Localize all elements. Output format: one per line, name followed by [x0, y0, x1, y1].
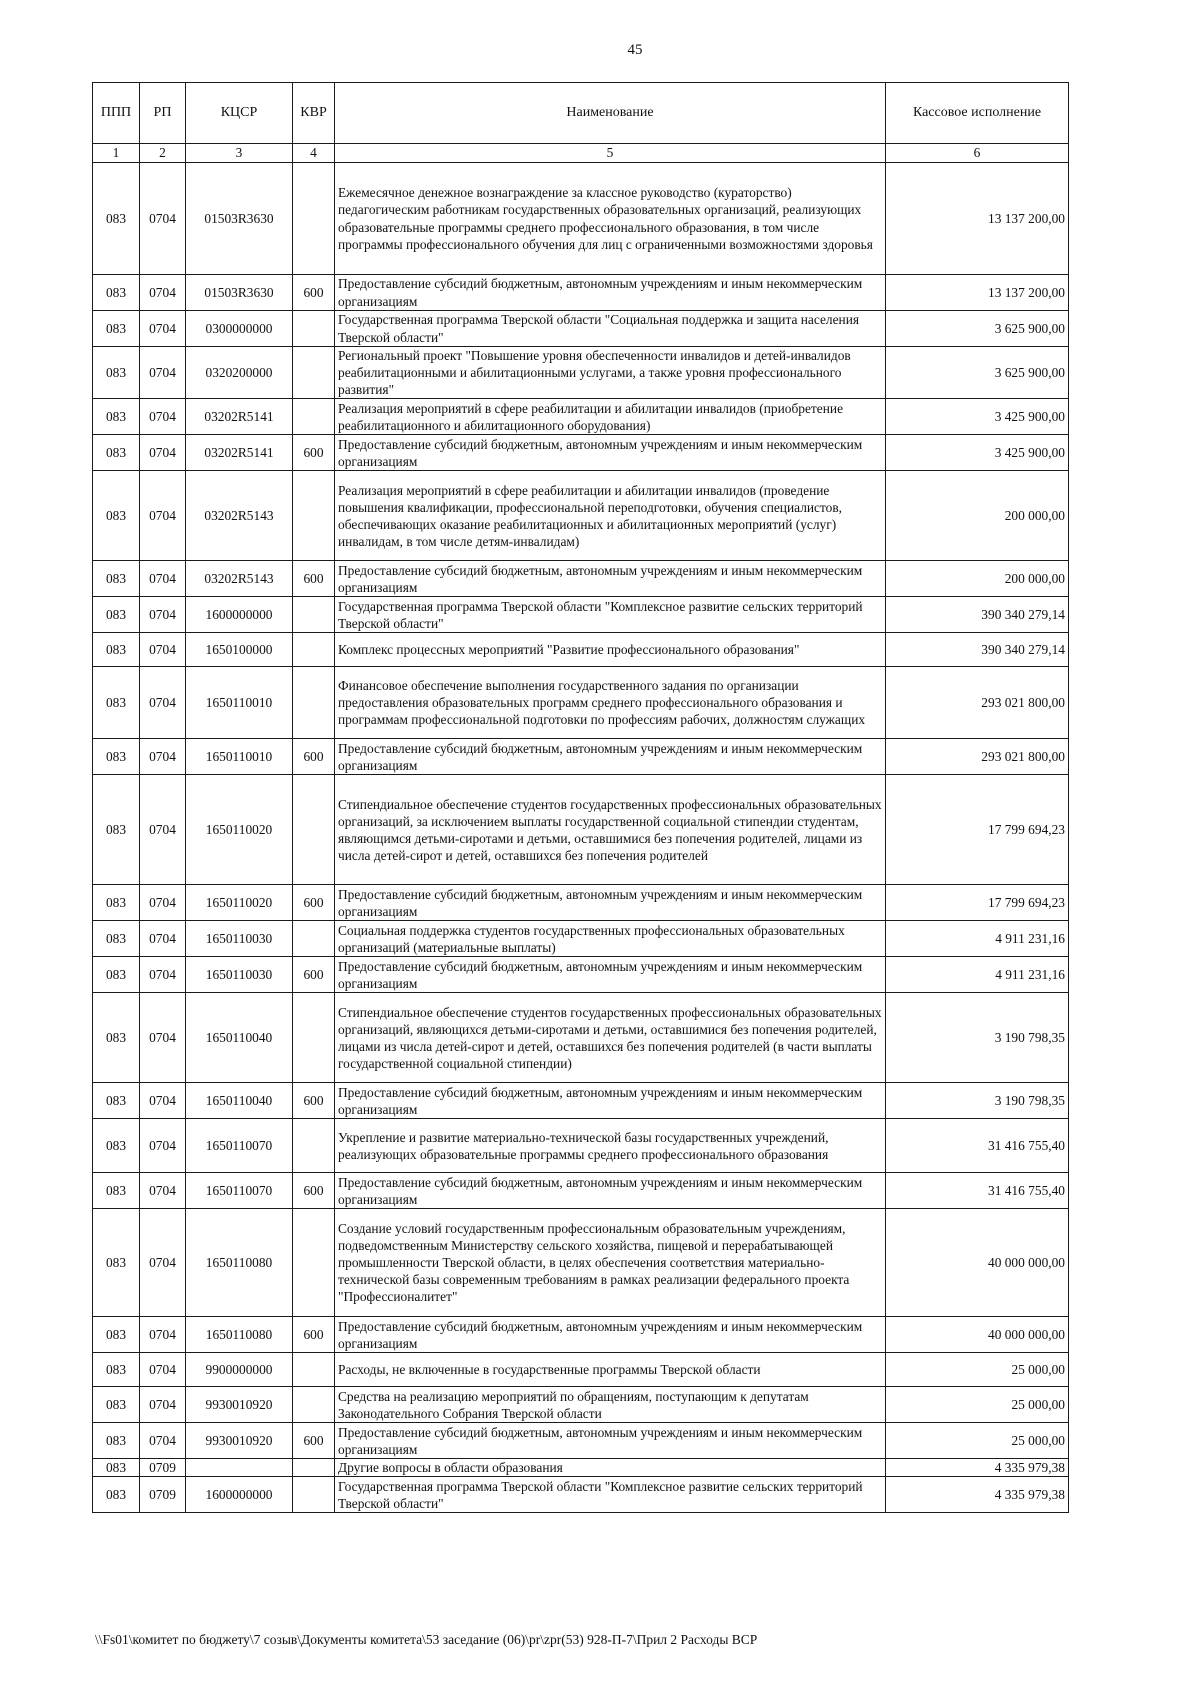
- cell-amount: 390 340 279,14: [886, 633, 1069, 667]
- cell-kcsr: 1650110030: [186, 921, 293, 957]
- cell-amount: 3 425 900,00: [886, 435, 1069, 471]
- cell-ppp: 083: [93, 667, 140, 739]
- cell-ppp: 083: [93, 399, 140, 435]
- cell-amount: 40 000 000,00: [886, 1317, 1069, 1353]
- cell-kvr: [293, 993, 335, 1083]
- cell-amount: 31 416 755,40: [886, 1173, 1069, 1209]
- cell-amount: 13 137 200,00: [886, 163, 1069, 275]
- cell-amount: 3 425 900,00: [886, 399, 1069, 435]
- cell-kvr: [293, 667, 335, 739]
- cell-kvr: 600: [293, 1423, 335, 1459]
- header-name: Наименование: [335, 83, 886, 144]
- cell-kvr: [293, 597, 335, 633]
- table-row: [93, 1317, 1069, 1353]
- cell-amount: 17 799 694,23: [886, 775, 1069, 885]
- cell-name: Средства на реализацию мероприятий по обращениям, поступающим к депутатам Законодательного Собрания Тверской области: [335, 1387, 886, 1423]
- cell-name: Предоставление субсидий бюджетным, автономным учреждениям и иным некоммерческим организациям: [335, 885, 886, 921]
- cell-name: Реализация мероприятий в сфере реабилитации и абилитации инвалидов (проведение повышения квалификации, профессиональной переподготовки, обучения специалистов, обеспечивающих оказание реабилитационных и абилитационных мероприятий (услуг) инвалидам, в том числе детям-инвалидам): [335, 471, 886, 561]
- cell-name: Предоставление субсидий бюджетным, автономным учреждениям и иным некоммерческим организациям: [335, 1423, 886, 1459]
- column-number: 2: [140, 144, 186, 163]
- cell-kvr: [293, 633, 335, 667]
- cell-kcsr: 1650110080: [186, 1317, 293, 1353]
- cell-amount: 200 000,00: [886, 471, 1069, 561]
- table-row: [93, 597, 1069, 633]
- header-row: [93, 83, 1069, 144]
- cell-ppp: 083: [93, 775, 140, 885]
- table-row: [93, 435, 1069, 471]
- table-row: [93, 471, 1069, 561]
- cell-amount: 25 000,00: [886, 1423, 1069, 1459]
- cell-name: Предоставление субсидий бюджетным, автономным учреждениям и иным некоммерческим организациям: [335, 1173, 886, 1209]
- cell-ppp: 083: [93, 311, 140, 347]
- table-row: [93, 739, 1069, 775]
- cell-ppp: 083: [93, 1477, 140, 1513]
- cell-amount: 200 000,00: [886, 561, 1069, 597]
- cell-amount: 25 000,00: [886, 1387, 1069, 1423]
- page-number: 45: [627, 42, 643, 58]
- cell-amount: 4 335 979,38: [886, 1477, 1069, 1513]
- cell-rp: 0704: [140, 1083, 186, 1119]
- cell-name: Государственная программа Тверской области "Комплексное развитие сельских территорий Тверской области": [335, 597, 886, 633]
- column-number: 3: [186, 144, 293, 163]
- cell-kcsr: 01503R3630: [186, 275, 293, 311]
- header-rp: РП: [140, 83, 186, 144]
- cell-kvr: [293, 1387, 335, 1423]
- cell-kvr: 600: [293, 561, 335, 597]
- cell-amount: 3 190 798,35: [886, 993, 1069, 1083]
- cell-kcsr: 1650110040: [186, 1083, 293, 1119]
- table-row: [93, 1173, 1069, 1209]
- cell-rp: 0704: [140, 561, 186, 597]
- cell-amount: 293 021 800,00: [886, 667, 1069, 739]
- cell-name: Региональный проект "Повышение уровня обеспеченности инвалидов и детей-инвалидов реабилитационными и абилитационными услугами, а также уровня профессионального развития": [335, 347, 886, 399]
- cell-ppp: 083: [93, 957, 140, 993]
- cell-ppp: 083: [93, 921, 140, 957]
- cell-ppp: 083: [93, 633, 140, 667]
- table-row: [93, 957, 1069, 993]
- cell-ppp: 083: [93, 163, 140, 275]
- column-number: 4: [293, 144, 335, 163]
- cell-name: Предоставление субсидий бюджетным, автономным учреждениям и иным некоммерческим организациям: [335, 957, 886, 993]
- cell-kvr: [293, 921, 335, 957]
- cell-ppp: 083: [93, 275, 140, 311]
- header-amount: Кассовое исполнение: [886, 83, 1069, 144]
- table-row: [93, 667, 1069, 739]
- cell-ppp: 083: [93, 471, 140, 561]
- cell-amount: 25 000,00: [886, 1353, 1069, 1387]
- cell-kcsr: 1600000000: [186, 1477, 293, 1513]
- cell-name: Предоставление субсидий бюджетным, автономным учреждениям и иным некоммерческим организациям: [335, 275, 886, 311]
- cell-kvr: [293, 1477, 335, 1513]
- table-row: [93, 1423, 1069, 1459]
- table-row: [93, 163, 1069, 275]
- cell-name: Создание условий государственным профессиональным образовательным учреждениям, подведомственным Министерству сельского хозяйства, пищевой и перерабатывающей промышленности Тверской области, в целях обеспечения соответствия материально-технической базы современным требованиям в рамках реализации федерального проекта "Профессионалитет": [335, 1209, 886, 1317]
- column-number: 1: [93, 144, 140, 163]
- cell-kvr: [293, 775, 335, 885]
- table-row: [93, 561, 1069, 597]
- cell-kcsr: 1650110010: [186, 667, 293, 739]
- cell-name: Государственная программа Тверской области "Комплексное развитие сельских территорий Тверской области": [335, 1477, 886, 1513]
- cell-kvr: [293, 399, 335, 435]
- cell-rp: 0704: [140, 993, 186, 1083]
- cell-ppp: 083: [93, 1353, 140, 1387]
- table-row: [93, 993, 1069, 1083]
- cell-rp: 0704: [140, 163, 186, 275]
- cell-kcsr: 0300000000: [186, 311, 293, 347]
- cell-rp: 0704: [140, 775, 186, 885]
- cell-amount: 40 000 000,00: [886, 1209, 1069, 1317]
- cell-rp: 0704: [140, 1317, 186, 1353]
- cell-rp: 0704: [140, 667, 186, 739]
- cell-kcsr: 1650110010: [186, 739, 293, 775]
- cell-rp: 0704: [140, 921, 186, 957]
- cell-ppp: 083: [93, 1173, 140, 1209]
- cell-ppp: 083: [93, 561, 140, 597]
- cell-kvr: [293, 163, 335, 275]
- cell-rp: 0704: [140, 1353, 186, 1387]
- cell-kvr: 600: [293, 1317, 335, 1353]
- cell-name: Предоставление субсидий бюджетным, автономным учреждениям и иным некоммерческим организациям: [335, 435, 886, 471]
- cell-name: Другие вопросы в области образования: [335, 1459, 886, 1477]
- cell-kcsr: 1650110070: [186, 1173, 293, 1209]
- cell-kcsr: 1650100000: [186, 633, 293, 667]
- cell-kvr: 600: [293, 1173, 335, 1209]
- table-body: [93, 163, 1069, 1513]
- cell-kcsr: 1650110070: [186, 1119, 293, 1173]
- cell-rp: 0704: [140, 347, 186, 399]
- cell-rp: 0709: [140, 1477, 186, 1513]
- cell-rp: 0704: [140, 1387, 186, 1423]
- cell-ppp: 083: [93, 597, 140, 633]
- cell-kvr: [293, 1119, 335, 1173]
- cell-name: Расходы, не включенные в государственные программы Тверской области: [335, 1353, 886, 1387]
- table-row: [93, 1387, 1069, 1423]
- cell-ppp: 083: [93, 885, 140, 921]
- cell-amount: 4 335 979,38: [886, 1459, 1069, 1477]
- cell-ppp: 083: [93, 1083, 140, 1119]
- cell-ppp: 083: [93, 1119, 140, 1173]
- cell-amount: 4 911 231,16: [886, 921, 1069, 957]
- cell-name: Предоставление субсидий бюджетным, автономным учреждениям и иным некоммерческим организациям: [335, 561, 886, 597]
- cell-rp: 0704: [140, 1119, 186, 1173]
- cell-rp: 0709: [140, 1459, 186, 1477]
- cell-ppp: 083: [93, 347, 140, 399]
- cell-amount: 3 625 900,00: [886, 311, 1069, 347]
- cell-kcsr: 1650110040: [186, 993, 293, 1083]
- cell-name: Государственная программа Тверской области "Социальная поддержка и защита населения Тверской области": [335, 311, 886, 347]
- cell-kvr: [293, 1459, 335, 1477]
- budget-table: [92, 82, 1069, 1513]
- cell-name: Предоставление субсидий бюджетным, автономным учреждениям и иным некоммерческим организациям: [335, 739, 886, 775]
- table-row: [93, 921, 1069, 957]
- cell-ppp: 083: [93, 1423, 140, 1459]
- cell-kcsr: 9900000000: [186, 1353, 293, 1387]
- cell-rp: 0704: [140, 471, 186, 561]
- cell-ppp: 083: [93, 1387, 140, 1423]
- cell-kvr: 600: [293, 1083, 335, 1119]
- cell-ppp: 083: [93, 1317, 140, 1353]
- cell-name: Стипендиальное обеспечение студентов государственных профессиональных образовательных организаций, являющихся детьми-сиротами и детьми, оставшимися без попечения родителей, лицами из числа детей-сирот и детей, оставшихся без попечения родителей (в части выплаты государственной социальной стипендии): [335, 993, 886, 1083]
- column-number: 5: [335, 144, 886, 163]
- cell-kvr: [293, 471, 335, 561]
- cell-amount: 17 799 694,23: [886, 885, 1069, 921]
- table-row: [93, 633, 1069, 667]
- cell-kcsr: 9930010920: [186, 1387, 293, 1423]
- cell-amount: 13 137 200,00: [886, 275, 1069, 311]
- cell-kcsr: [186, 1459, 293, 1477]
- cell-kcsr: 9930010920: [186, 1423, 293, 1459]
- cell-kcsr: 1650110030: [186, 957, 293, 993]
- cell-kvr: [293, 311, 335, 347]
- cell-kcsr: 1650110020: [186, 775, 293, 885]
- cell-kvr: 600: [293, 435, 335, 471]
- cell-kcsr: 03202R5143: [186, 471, 293, 561]
- table-row: [93, 275, 1069, 311]
- cell-kvr: 600: [293, 275, 335, 311]
- cell-name: Социальная поддержка студентов государственных профессиональных образовательных организаций (материальные выплаты): [335, 921, 886, 957]
- cell-kcsr: 0320200000: [186, 347, 293, 399]
- cell-kcsr: 1650110020: [186, 885, 293, 921]
- table-row: [93, 347, 1069, 399]
- cell-kcsr: 01503R3630: [186, 163, 293, 275]
- cell-amount: 3 625 900,00: [886, 347, 1069, 399]
- cell-rp: 0704: [140, 311, 186, 347]
- table-row: [93, 399, 1069, 435]
- cell-name: Предоставление субсидий бюджетным, автономным учреждениям и иным некоммерческим организациям: [335, 1317, 886, 1353]
- cell-kcsr: 03202R5141: [186, 399, 293, 435]
- cell-amount: 3 190 798,35: [886, 1083, 1069, 1119]
- header-kcsr: КЦСР: [186, 83, 293, 144]
- cell-kvr: [293, 347, 335, 399]
- header-kvr: КВР: [293, 83, 335, 144]
- cell-name: Стипендиальное обеспечение студентов государственных профессиональных образовательных организаций, за исключением выплаты государственной социальной стипендии студентам, являющимся детьми-сиротами и детьми, оставшимися без попечения родителей, лицами из числа детей-сирот и детей, оставшихся без попечения родителей: [335, 775, 886, 885]
- cell-rp: 0704: [140, 739, 186, 775]
- cell-amount: 31 416 755,40: [886, 1119, 1069, 1173]
- cell-ppp: 083: [93, 993, 140, 1083]
- cell-rp: 0704: [140, 1423, 186, 1459]
- cell-ppp: 083: [93, 1209, 140, 1317]
- cell-rp: 0704: [140, 957, 186, 993]
- table-row: [93, 1209, 1069, 1317]
- cell-kvr: 600: [293, 885, 335, 921]
- header-ppp: ППП: [93, 83, 140, 144]
- cell-name: Предоставление субсидий бюджетным, автономным учреждениям и иным некоммерческим организациям: [335, 1083, 886, 1119]
- cell-kvr: [293, 1353, 335, 1387]
- cell-name: Укрепление и развитие материально-технической базы государственных учреждений, реализующих образовательные программы среднего профессионального образования: [335, 1119, 886, 1173]
- cell-ppp: 083: [93, 435, 140, 471]
- cell-kcsr: 03202R5143: [186, 561, 293, 597]
- table-row: [93, 1119, 1069, 1173]
- cell-rp: 0704: [140, 275, 186, 311]
- cell-name: Ежемесячное денежное вознаграждение за классное руководство (кураторство) педагогическим работникам государственных образовательных организаций, реализующих образовательные программы среднего профессионального образования, в том числе программы профессионального обучения для лиц с ограниченными возможностями здоровья: [335, 163, 886, 275]
- cell-kcsr: 1650110080: [186, 1209, 293, 1317]
- cell-name: Финансовое обеспечение выполнения государственного задания по организации предоставления образовательных программ среднего профессионального образования и программам профессиональной подготовки по профессиям рабочих, должностям служащих: [335, 667, 886, 739]
- cell-rp: 0704: [140, 399, 186, 435]
- table-row: [93, 885, 1069, 921]
- cell-amount: 390 340 279,14: [886, 597, 1069, 633]
- footer-file-path: \\Fs01\комитет по бюджету\7 созыв\Документы комитета\53 заседание (06)\pr\zpr(53) 928-П-7\Прил 2 Расходы ВСР: [95, 1632, 758, 1647]
- cell-rp: 0704: [140, 1209, 186, 1317]
- table-row: [93, 1477, 1069, 1513]
- cell-name: Реализация мероприятий в сфере реабилитации и абилитации инвалидов (приобретение реабилитационного и абилитационного оборудования): [335, 399, 886, 435]
- table-row: [93, 1459, 1069, 1477]
- column-number: 6: [886, 144, 1069, 163]
- table-row: [93, 311, 1069, 347]
- cell-amount: 293 021 800,00: [886, 739, 1069, 775]
- cell-rp: 0704: [140, 597, 186, 633]
- cell-kvr: 600: [293, 957, 335, 993]
- cell-rp: 0704: [140, 1173, 186, 1209]
- table-row: [93, 1083, 1069, 1119]
- cell-rp: 0704: [140, 885, 186, 921]
- cell-kvr: 600: [293, 739, 335, 775]
- cell-name: Комплекс процессных мероприятий "Развитие профессионального образования": [335, 633, 886, 667]
- cell-ppp: 083: [93, 1459, 140, 1477]
- cell-ppp: 083: [93, 739, 140, 775]
- cell-kvr: [293, 1209, 335, 1317]
- column-number-row: [93, 144, 1069, 163]
- cell-kcsr: 03202R5141: [186, 435, 293, 471]
- cell-kcsr: 1600000000: [186, 597, 293, 633]
- cell-amount: 4 911 231,16: [886, 957, 1069, 993]
- table-row: [93, 775, 1069, 885]
- table-row: [93, 1353, 1069, 1387]
- cell-rp: 0704: [140, 633, 186, 667]
- cell-rp: 0704: [140, 435, 186, 471]
